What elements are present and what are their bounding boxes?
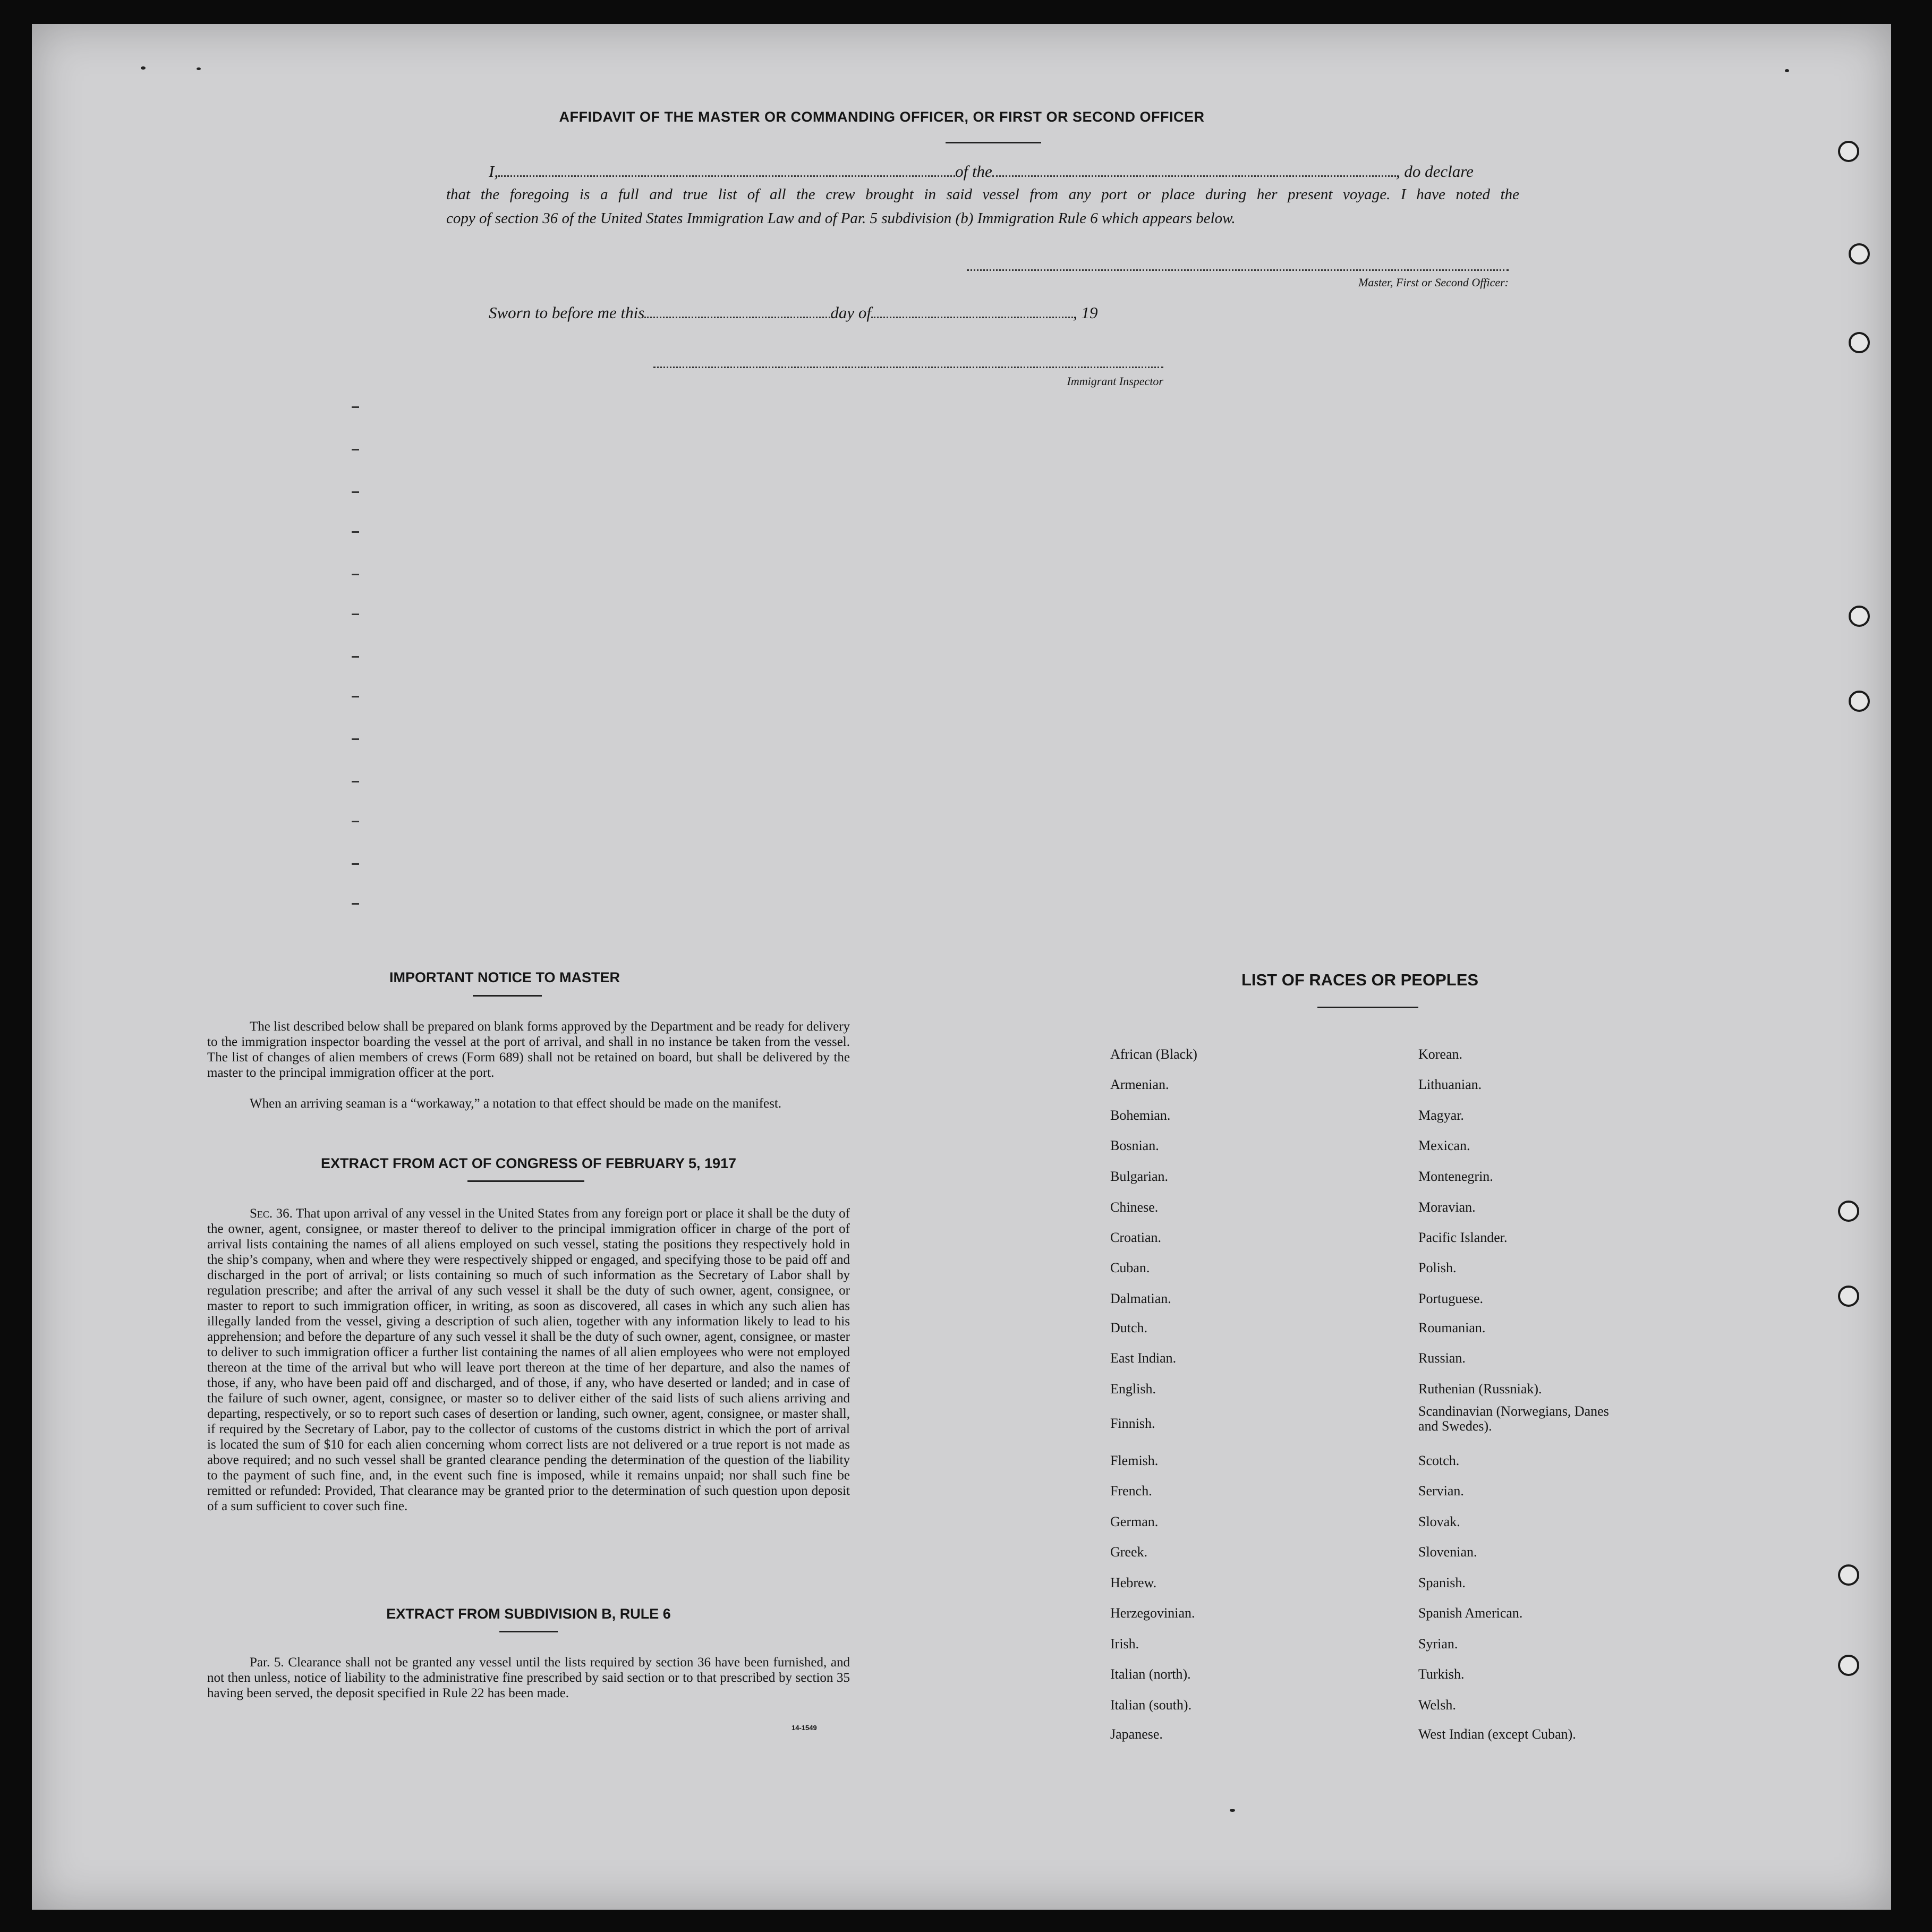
race-left-item: Japanese. [1110,1726,1163,1742]
affidavit-line-1 [489,162,1519,181]
notice-paragraph-1: The list described below shall be prepared on blank forms approved by the Department and be ready for delivery to the immigration inspector boarding the vessel at the port of arrival, and shall in no instance be taken from the vessel. The list of changes of alien members of crews (Form 689) shall not be retained on board, but shall be delivered by the master to the principal immigration officer at the port. [207,1019,850,1080]
sworn-label: Sworn to before me this [489,303,645,322]
inspector-signature-line[interactable] [653,367,1163,368]
row-mark [352,406,359,408]
races-underline [1317,1007,1418,1008]
race-right-item: Slovak. [1418,1514,1460,1529]
row-mark [352,738,359,740]
speck [141,66,146,70]
race-left-item: Hebrew. [1110,1575,1157,1590]
of-the-label: of the [955,162,992,181]
race-right-item: Ruthenian (Russniak). [1418,1381,1542,1397]
act-section-text: That upon arrival of any vessel in the United States from any foreign port or place it shall be the duty of the owner, agent, consignee, or master thereof to deliver to the principal immigration officer in charge of the port of arrival lists containing the names of all aliens employed on such vessel, stating the positions they respectively hold in the ship’s company, when and where they were respectively shipped or engaged, and specifying those to be paid off and discharged in the port of arrival; or lists containing so much of such information as the Secretary of Labor shall by regulation prescribe; and after the arrival of any such vessel it shall be the duty of such owner, agent, consignee, or master to report to such immigration officer, in writing, as soon as discovered, all cases in which any such alien has illegally landed from the vessel, giving a description of such alien, together with any information likely to lead to his apprehension; and before the departure of any such vessel it shall be the duty of such owner, agent, consignee, or master to deliver to such immigration officer a further list containing the names of all alien employees who were not employed thereon at the time of the arrival but who will leave port thereon at the time of her departure, and also the names of those, if any, who have been paid off and discharged, and of those, if any, who have deserted or landed; and in case of the failure of such owner, agent, consignee, or master so to deliver either of the said lists of such aliens arriving and departing, respectively, or so to report such cases of desertion or landing, such owner, agent, consignee, or master shall, if required by the Secretary of Labor, pay to the collector of customs of the customs district in which the port of arrival is located the sum of $10 for each alien concerning whom correct lists are not delivered or a true report is not made as above required; and no such vessel shall be granted clearance pending the determination of the question of the liability to the payment of such fine, and, in the event such fine is imposed, while it remains unpaid; nor shall such fine be remitted or refunded: Provided, That clearance may be granted prior to the determination of such question upon deposit of a sum sufficient to cover such fine. [207,1206,850,1513]
binder-hole [1838,1655,1859,1676]
race-right-item: Moravian. [1418,1199,1476,1215]
binder-hole [1849,332,1870,353]
vessel-blank[interactable] [992,175,1396,177]
race-left-item: Cuban. [1110,1260,1150,1275]
race-left-item: Italian (south). [1110,1697,1192,1713]
race-left-item: Bosnian. [1110,1138,1159,1153]
race-right-item: Portuguese. [1418,1291,1484,1306]
race-left-item: Armenian. [1110,1077,1169,1092]
day-of-label: day of [830,303,871,322]
race-right-item: Welsh. [1418,1697,1456,1713]
race-right-item: Turkish. [1418,1666,1465,1682]
master-signature-line[interactable] [967,269,1509,271]
row-mark [352,781,359,782]
binder-hole [1838,1564,1859,1586]
act-section-label: Sec. 36. [250,1206,293,1221]
race-right-item: Spanish. [1418,1575,1466,1590]
binder-hole [1838,141,1859,162]
race-left-item: Dalmatian. [1110,1291,1171,1306]
inspector-label: Immigrant Inspector [1067,375,1163,388]
race-right-item: Lithuanian. [1418,1077,1482,1092]
race-right-item: Scandinavian (Norwegians, Danes and Swedes). [1418,1403,1609,1434]
binder-hole [1849,691,1870,712]
i-label: I, [489,162,499,181]
race-left-item: Croatian. [1110,1230,1162,1245]
race-right-item: West Indian (except Cuban). [1418,1726,1576,1742]
races-title: LIST OF RACES OR PEOPLES [1241,971,1479,989]
binder-hole [1838,1286,1859,1307]
row-mark [352,903,359,905]
title-underline [946,142,1041,143]
race-right-item: Polish. [1418,1260,1457,1275]
affidavit-line-2: that the foregoing is a full and true list of all the crew brought in said vessel from any port or place during her present voyage. I have noted the [446,186,1519,203]
race-left-item: French. [1110,1483,1152,1499]
binder-hole [1849,606,1870,627]
form-number: 14-1549 [791,1724,817,1732]
row-mark [352,614,359,615]
race-left-item: Greek. [1110,1544,1148,1560]
race-left-item: Chinese. [1110,1199,1159,1215]
sworn-line [489,303,1097,322]
document-page [32,24,1891,1910]
binder-hole [1838,1201,1859,1222]
race-left-item: Italian (north). [1110,1666,1191,1682]
speck [197,67,201,70]
year-label: , 19 [1073,303,1098,322]
affidavit-line-3: copy of section 36 of the United States Immigration Law and of Par. 5 subdivision (b) Immigration Rule 6 which appears below. [446,210,1236,227]
speck [1230,1809,1235,1812]
race-right-item: Magyar. [1418,1108,1464,1123]
row-mark [352,696,359,697]
race-left-item: Dutch. [1110,1320,1148,1335]
row-mark [352,491,359,493]
race-right-item: Scotch. [1418,1453,1460,1468]
race-right-item: Roumanian. [1418,1320,1486,1335]
race-right-item: Korean. [1418,1046,1463,1062]
rule-paragraph: Par. 5. Clearance shall not be granted any vessel until the lists required by section 36 have been furnished, and not then unless, notice of liability to the administrative fine prescribed by said section or to that prescribed by section 35 having been served, the deposit specified in Rule 22 has been made. [207,1655,850,1700]
rule-title: EXTRACT FROM SUBDIVISION B, RULE 6 [386,1606,671,1622]
affidavit-title: AFFIDAVIT OF THE MASTER OR COMMANDING OFFICER, OR FIRST OR SECOND OFFICER [559,109,1205,125]
notice-underline [473,995,542,997]
race-right-item: Pacific Islander. [1418,1230,1508,1245]
row-mark [352,656,359,658]
race-right-item: Slovenian. [1418,1544,1477,1560]
notice-paragraph-2: When an arriving seaman is a “workaway,” a notation to that effect should be made on the manifest. [250,1096,782,1111]
act-section-36 [207,1206,850,1514]
race-left-item: Finnish. [1110,1416,1155,1431]
binder-hole [1849,243,1870,265]
race-left-item: German. [1110,1514,1159,1529]
race-right-item: Servian. [1418,1483,1464,1499]
race-left-item: Bulgarian. [1110,1169,1169,1184]
sworn-day-blank[interactable] [644,317,830,318]
master-signature-label: Master, First or Second Officer: [1358,276,1509,289]
race-left-item: Flemish. [1110,1453,1159,1468]
do-declare-label: , do declare [1395,162,1474,181]
race-left-item: English. [1110,1381,1156,1397]
race-left-item: Bohemian. [1110,1108,1171,1123]
speck [1785,69,1789,72]
row-mark [352,449,359,450]
row-mark [352,821,359,822]
race-left-item: African (Black) [1110,1046,1197,1062]
race-right-item: Russian. [1418,1350,1466,1366]
race-right-item: Montenegrin. [1418,1169,1493,1184]
race-right-item: Syrian. [1418,1636,1458,1652]
row-mark [352,531,359,533]
race-left-item: Irish. [1110,1636,1139,1652]
name-blank[interactable] [498,175,955,177]
act-title: EXTRACT FROM ACT OF CONGRESS OF FEBRUARY 5, 1917 [320,1155,737,1171]
race-left-item: East Indian. [1110,1350,1177,1366]
bleed-through-area [1636,396,1859,1458]
row-mark [352,574,359,575]
row-mark [352,863,359,865]
sworn-month-blank[interactable] [871,317,1073,318]
race-left-item: Herzegovinian. [1110,1605,1195,1621]
race-right-item: Spanish American. [1418,1605,1523,1621]
race-right-item: Mexican. [1418,1138,1470,1153]
notice-title: IMPORTANT NOTICE TO MASTER [389,969,620,985]
rule-underline [499,1631,558,1632]
act-underline [467,1180,584,1182]
